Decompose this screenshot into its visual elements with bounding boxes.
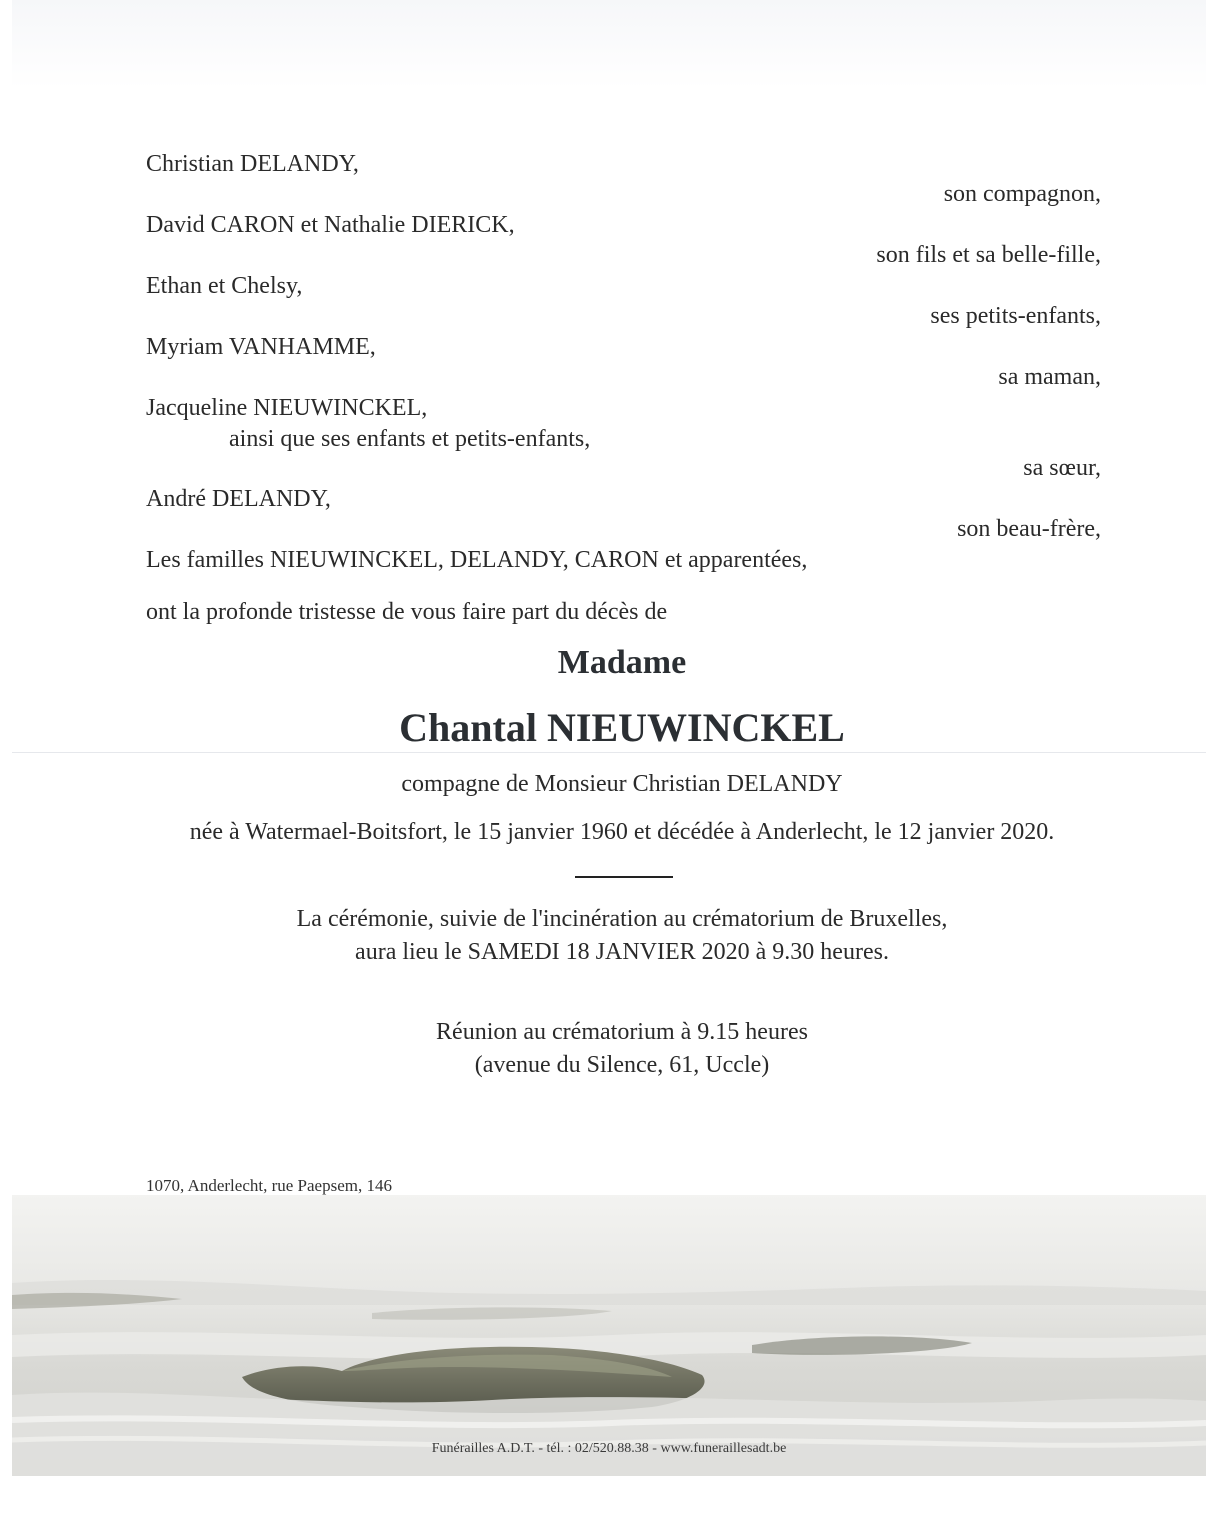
announcement-text: ont la profonde tristesse de vous faire part du décès de	[146, 599, 668, 625]
family-relation-6: son beau-frère,	[957, 516, 1101, 542]
family-relation-5: sa sœur,	[1023, 455, 1101, 481]
families-line: Les familles NIEUWINCKEL, DELANDY, CARON et apparentées,	[146, 547, 808, 573]
deceased-name: Chantal NIEUWINCKEL	[399, 705, 845, 750]
family-relation-1: son compagnon,	[943, 181, 1101, 207]
family-relation-4: sa maman,	[998, 364, 1101, 390]
fold-line	[12, 752, 1206, 753]
ceremony-line-1: La cérémonie, suivie de l'incinération au crématorium de Bruxelles,	[296, 906, 948, 932]
separator-rule	[575, 876, 673, 878]
family-name-5: Jacqueline NIEUWINCKEL,	[146, 395, 428, 421]
address-line: 1070, Anderlecht, rue Paepsem, 146	[146, 1176, 392, 1195]
birth-death-line: née à Watermael-Boitsfort, le 15 janvier 1960 et décédée à Anderlecht, le 12 janvier 2020.	[189, 819, 1055, 845]
ceremony-line-2: aura lieu le SAMEDI 18 JANVIER 2020 à 9.30 heures.	[355, 939, 889, 965]
meeting-line-2: (avenue du Silence, 61, Uccle)	[474, 1052, 770, 1078]
family-relation-2: son fils et sa belle-fille,	[876, 242, 1101, 268]
family-name-5-sub: ainsi que ses enfants et petits-enfants,	[229, 426, 591, 452]
seascape-illustration	[12, 1195, 1206, 1476]
meeting-line-1: Réunion au crématorium à 9.15 heures	[436, 1019, 808, 1045]
family-name-2: David CARON et Nathalie DIERICK,	[146, 212, 515, 238]
title-madame: Madame	[557, 644, 687, 681]
family-name-6: André DELANDY,	[146, 486, 331, 512]
family-name-4: Myriam VANHAMME,	[146, 334, 376, 360]
family-relation-3: ses petits-enfants,	[930, 303, 1101, 329]
family-name-3: Ethan et Chelsy,	[146, 273, 303, 299]
partner-line: compagne de Monsieur Christian DELANDY	[401, 771, 843, 797]
footer-credit: Funérailles A.D.T. - tél. : 02/520.88.38 - www.funeraillesadt.be	[431, 1441, 787, 1456]
seascape-photo	[12, 1195, 1206, 1476]
family-name-1: Christian DELANDY,	[146, 151, 359, 177]
